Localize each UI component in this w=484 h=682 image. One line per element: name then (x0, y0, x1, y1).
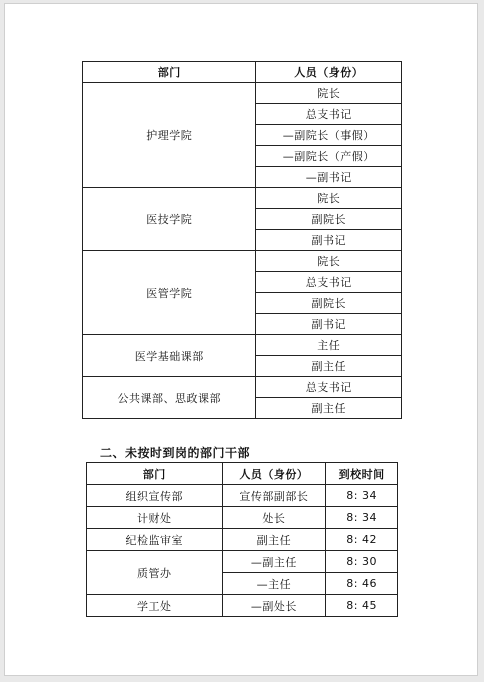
arrival-time-cell: 8: 46 (326, 573, 398, 595)
person-cell: —副院长（产假） (256, 146, 402, 167)
table-row (87, 507, 398, 529)
table-row (83, 251, 402, 272)
person-cell: —副院长（事假） (256, 125, 402, 146)
arrival-time-cell: 8: 45 (326, 595, 398, 617)
department-cell: 组织宣传部 (87, 485, 223, 507)
person-cell: 总支书记 (256, 377, 402, 398)
column-header-arrival-time: 到校时间 (326, 463, 398, 485)
column-header-person: 人员（身份） (256, 62, 402, 83)
arrival-time-cell: 8: 34 (326, 485, 398, 507)
person-cell: 副书记 (256, 314, 402, 335)
department-cell: 医技学院 (83, 188, 256, 251)
table-row (83, 377, 402, 398)
department-cell: 护理学院 (83, 83, 256, 188)
person-cell: 副院长 (256, 209, 402, 230)
person-cell: —副书记 (256, 167, 402, 188)
person-cell: 宣传部副部长 (222, 485, 326, 507)
person-cell: —主任 (222, 573, 326, 595)
department-cell: 医学基础课部 (83, 335, 256, 377)
table-row (87, 551, 398, 573)
table-row (87, 595, 398, 617)
person-cell: —副主任 (222, 551, 326, 573)
column-header-dept: 部门 (83, 62, 256, 83)
late-staff-table (86, 462, 398, 617)
person-cell: 院长 (256, 188, 402, 209)
table-body (83, 83, 402, 419)
department-cell: 公共课部、思政课部 (83, 377, 256, 419)
table-row (87, 485, 398, 507)
person-cell: —副处长 (222, 595, 326, 617)
table-row (83, 83, 402, 104)
person-cell: 副主任 (256, 398, 402, 419)
person-cell: 主任 (256, 335, 402, 356)
department-cell: 质管办 (87, 551, 223, 595)
department-cell: 纪检监审室 (87, 529, 223, 551)
section-heading: 二、未按时到岗的部门干部 (100, 446, 251, 460)
arrival-time-cell: 8: 42 (326, 529, 398, 551)
person-cell: 院长 (256, 251, 402, 272)
department-cell: 学工处 (87, 595, 223, 617)
person-cell: 院长 (256, 83, 402, 104)
person-cell: 副院长 (256, 293, 402, 314)
table-row (87, 529, 398, 551)
arrival-time-cell: 8: 30 (326, 551, 398, 573)
person-cell: 副主任 (222, 529, 326, 551)
document-page (4, 3, 478, 676)
department-cell: 计财处 (87, 507, 223, 529)
table-header-row (87, 463, 398, 485)
table-row (83, 188, 402, 209)
column-header-dept: 部门 (87, 463, 223, 485)
person-cell: 副主任 (256, 356, 402, 377)
table-header-row (83, 62, 402, 83)
person-cell: 处长 (222, 507, 326, 529)
arrival-time-cell: 8: 34 (326, 507, 398, 529)
person-cell: 总支书记 (256, 272, 402, 293)
absent-staff-table (82, 61, 402, 419)
column-header-person: 人员（身份） (222, 463, 326, 485)
table-body (87, 485, 398, 617)
person-cell: 总支书记 (256, 104, 402, 125)
person-cell: 副书记 (256, 230, 402, 251)
table-row (83, 335, 402, 356)
department-cell: 医管学院 (83, 251, 256, 335)
